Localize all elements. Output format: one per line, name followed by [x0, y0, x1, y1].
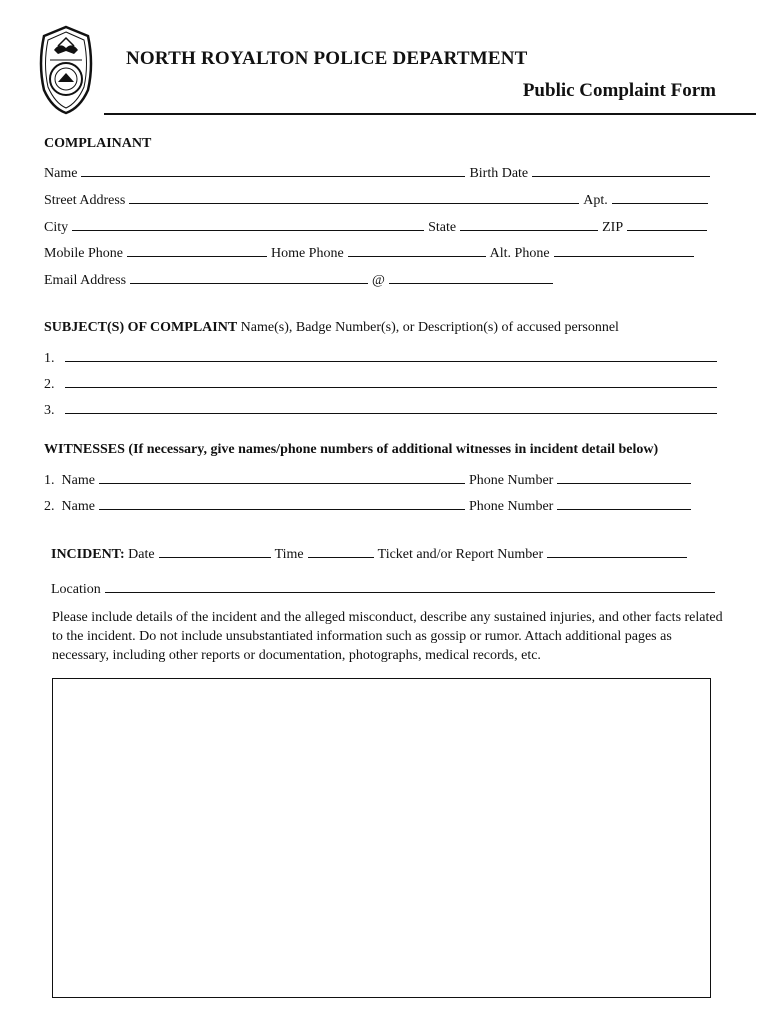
time-field[interactable]	[308, 545, 374, 558]
department-title: NORTH ROYALTON POLICE DEPARTMENT	[126, 48, 528, 69]
witness-number: 2.	[44, 499, 55, 514]
subject-row	[44, 375, 721, 394]
subject-number: 1.	[44, 351, 55, 366]
witness-phone-field[interactable]	[557, 471, 691, 484]
street-address-field[interactable]	[129, 191, 579, 204]
ticket-field[interactable]	[547, 545, 687, 558]
witness-number: 1.	[44, 473, 55, 488]
incident-heading: INCIDENT:	[51, 547, 125, 562]
name-field[interactable]	[81, 164, 465, 177]
birth-date-label: Birth Date	[469, 166, 529, 181]
witness-name-field[interactable]	[99, 471, 465, 484]
header-divider	[104, 113, 756, 115]
street-address-row	[44, 191, 712, 210]
witness-name-label: Name	[61, 473, 95, 488]
incident-row	[51, 545, 691, 564]
birth-date-field[interactable]	[532, 164, 710, 177]
subjects-heading: SUBJECT(S) OF COMPLAINT	[44, 320, 238, 335]
location-field[interactable]	[105, 580, 715, 593]
state-field[interactable]	[460, 218, 598, 231]
home-phone-label: Home Phone	[270, 246, 344, 261]
subject-field[interactable]	[65, 349, 717, 362]
alt-phone-field[interactable]	[554, 244, 694, 257]
location-row	[51, 580, 719, 599]
location-label: Location	[51, 582, 101, 597]
subjects-heading-row	[44, 319, 619, 337]
city-row	[44, 218, 711, 237]
email-row	[44, 271, 557, 290]
zip-field[interactable]	[627, 218, 707, 231]
witness-name-field[interactable]	[99, 497, 465, 510]
alt-phone-label: Alt. Phone	[489, 246, 550, 261]
ticket-label: Ticket and/or Report Number	[377, 547, 544, 562]
at-sign: @	[372, 273, 385, 288]
incident-instructions: Please include details of the incident and the alleged misconduct, describe any sustained injuries, and other facts related to the incident. Do not include unsubstantiated information such as gossip or rumor. Attach additional pages as necessary, including other reports or documentation, photographs, medical records, etc.	[52, 610, 723, 663]
witnesses-heading: WITNESSES (If necessary, give names/phone numbers of additional witnesses in incident detail below)	[44, 442, 659, 457]
police-badge-seal-icon	[36, 24, 96, 116]
complainant-name-row	[44, 164, 714, 183]
mobile-phone-label: Mobile Phone	[44, 246, 123, 261]
incident-details-textarea[interactable]	[52, 678, 711, 998]
mobile-phone-field[interactable]	[127, 244, 267, 257]
date-field[interactable]	[159, 545, 271, 558]
subject-row	[44, 401, 721, 420]
subject-row	[44, 349, 721, 368]
witness-phone-label: Phone Number	[468, 499, 554, 514]
form-title: Public Complaint Form	[522, 80, 716, 101]
email-label: Email Address	[44, 273, 127, 288]
time-label: Time	[274, 547, 304, 562]
subjects-subheading: Name(s), Badge Number(s), or Description(s) of accused personnel	[240, 320, 619, 335]
street-address-label: Street Address	[44, 193, 126, 208]
date-label: Date	[128, 547, 155, 562]
phone-row	[44, 244, 698, 263]
email-domain-field[interactable]	[389, 271, 553, 284]
city-label: City	[44, 220, 69, 235]
zip-label: ZIP	[602, 220, 624, 235]
state-label: State	[428, 220, 457, 235]
apt-field[interactable]	[612, 191, 708, 204]
witness-row	[44, 497, 695, 516]
witness-row	[44, 471, 695, 490]
witness-name-label: Name	[61, 499, 95, 514]
apt-label: Apt.	[583, 193, 608, 208]
email-user-field[interactable]	[130, 271, 368, 284]
subject-number: 3.	[44, 403, 55, 418]
subject-field[interactable]	[65, 375, 717, 388]
subject-field[interactable]	[65, 401, 717, 414]
home-phone-field[interactable]	[348, 244, 486, 257]
city-field[interactable]	[72, 218, 424, 231]
subject-number: 2.	[44, 377, 55, 392]
name-label: Name	[44, 166, 78, 181]
witness-phone-label: Phone Number	[468, 473, 554, 488]
witness-phone-field[interactable]	[557, 497, 691, 510]
complainant-heading: COMPLAINANT	[44, 136, 152, 151]
